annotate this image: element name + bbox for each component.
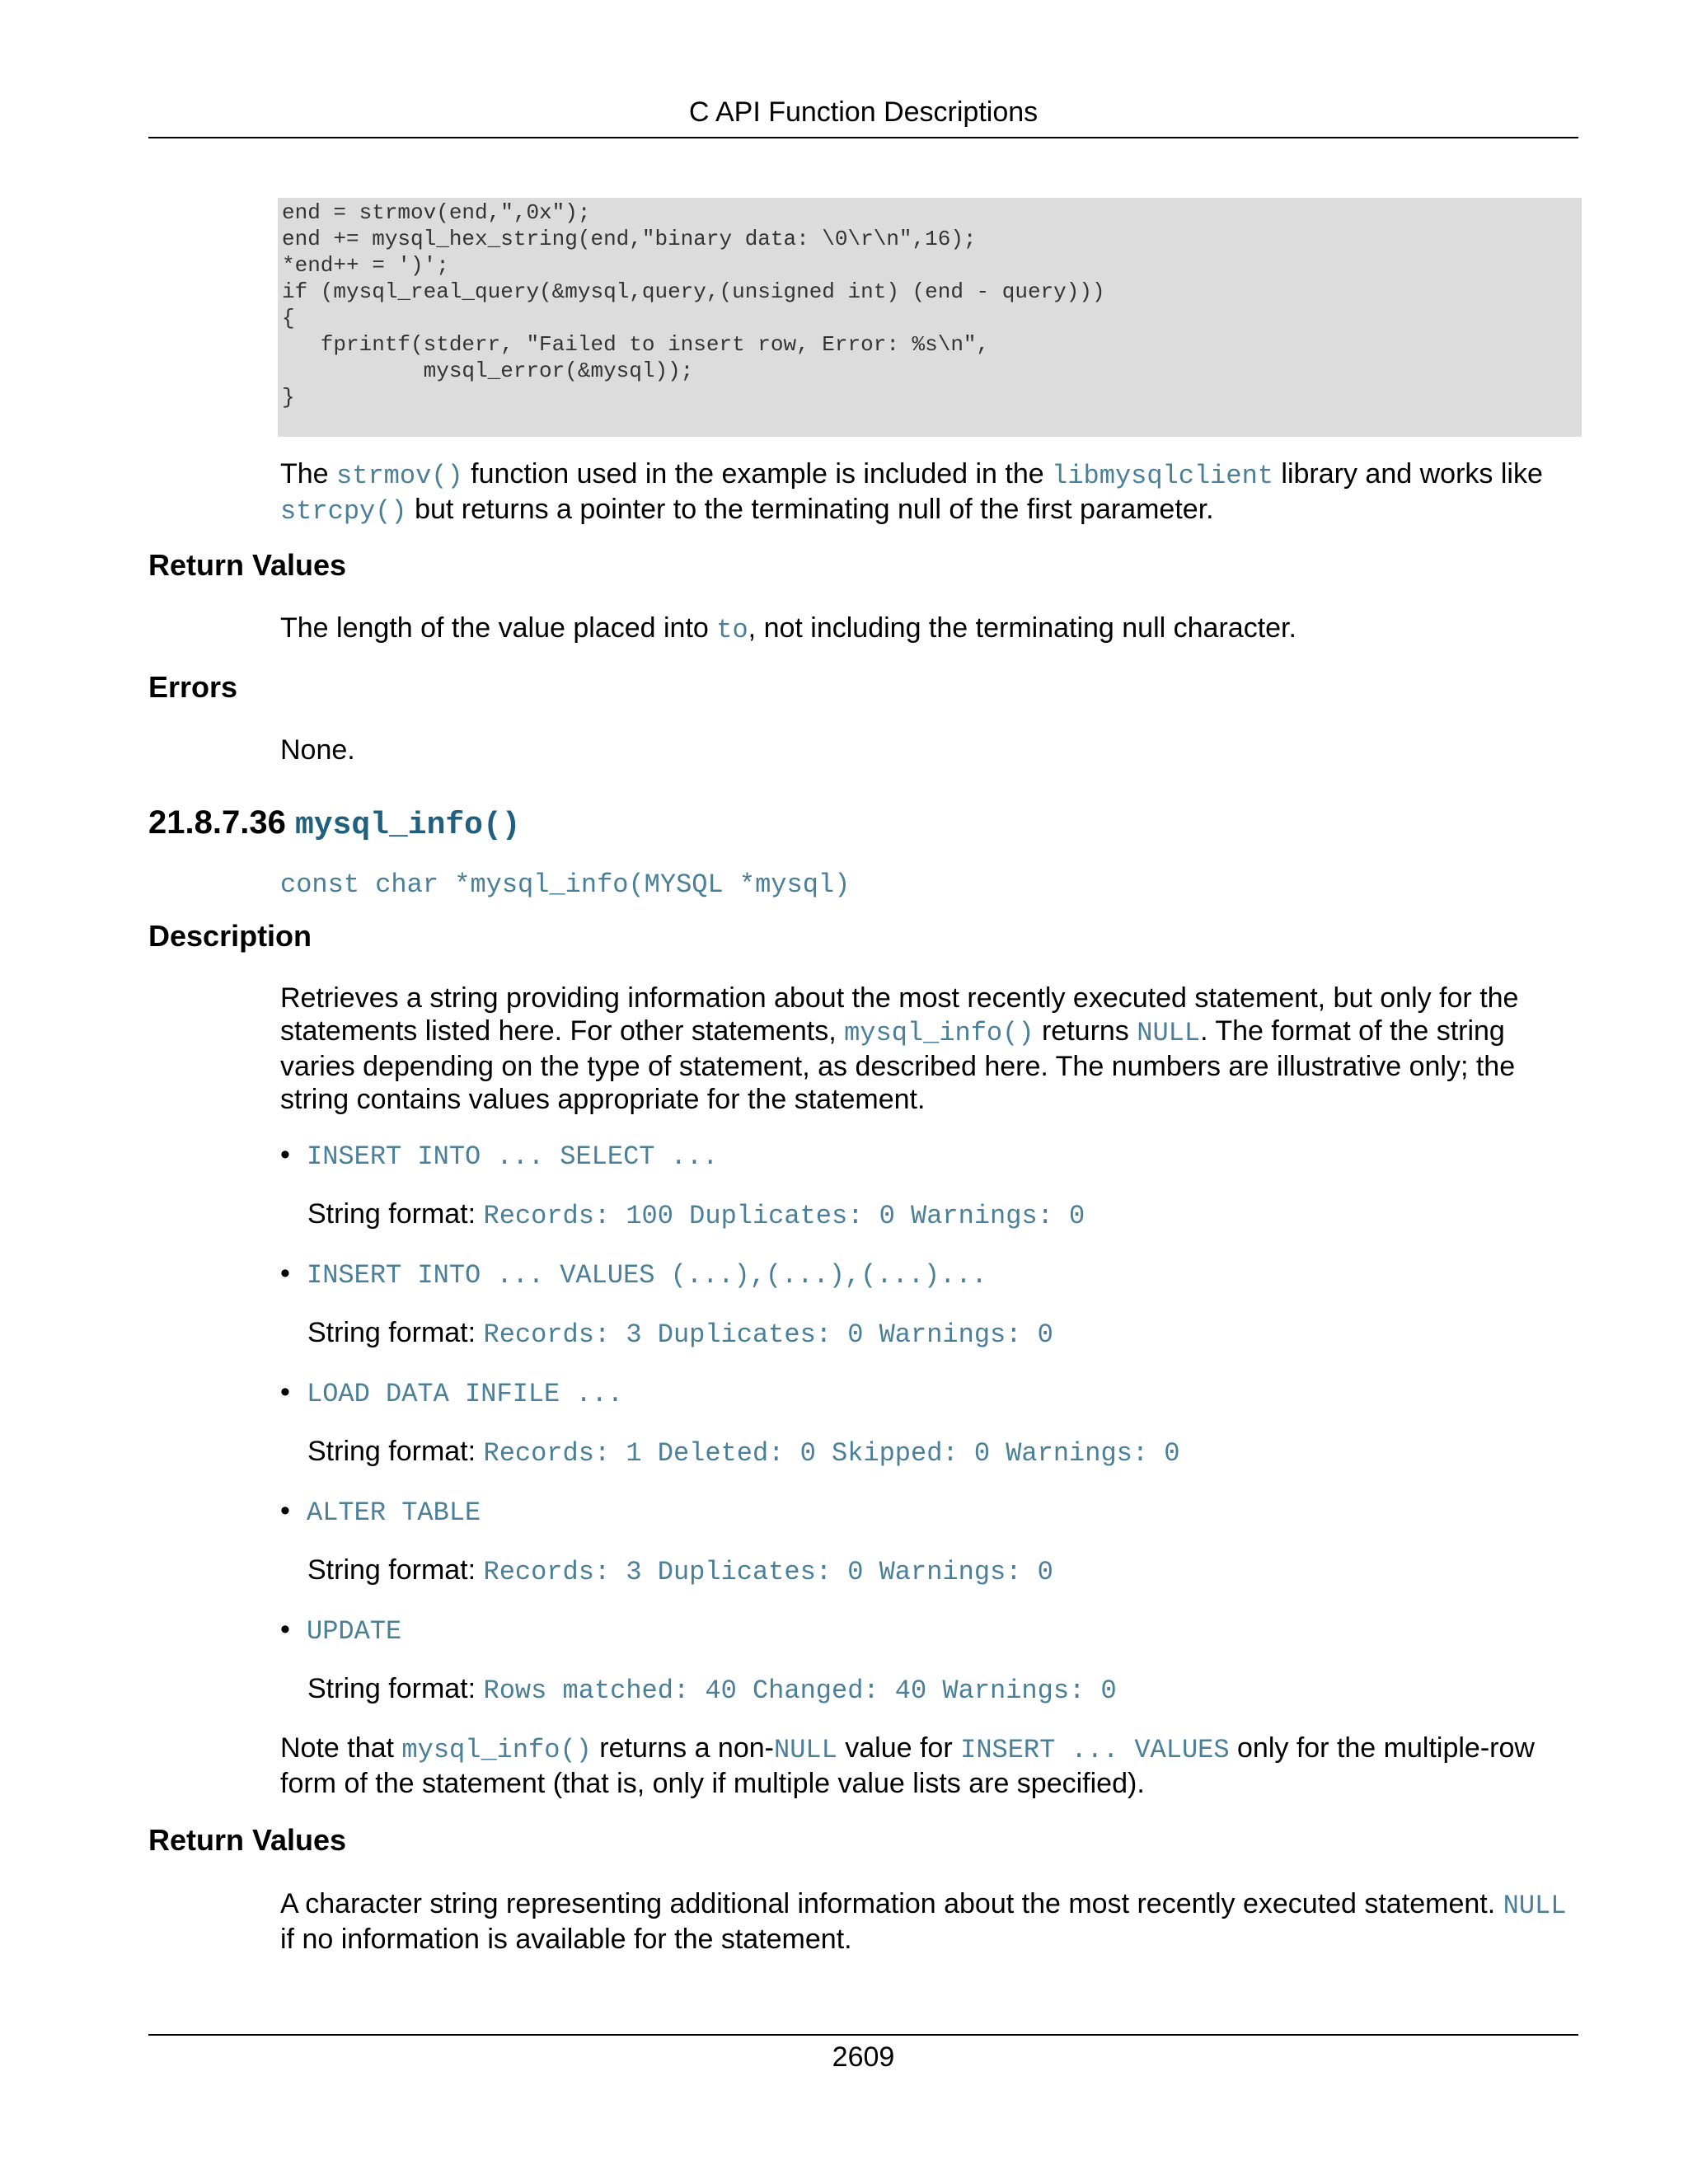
section-title xyxy=(148,801,521,847)
function-synopsis: const char *mysql_info(MYSQL *mysql) xyxy=(280,869,851,900)
running-header: C API Function Descriptions xyxy=(688,96,1039,128)
header-rule xyxy=(148,137,1578,138)
statement-link[interactable]: UPDATE xyxy=(307,1616,402,1647)
bullet-icon: • xyxy=(280,1376,290,1408)
mysql-info-link[interactable]: mysql_info() xyxy=(294,808,521,843)
to-param: to xyxy=(716,615,748,645)
statement-link[interactable]: INSERT INTO ... SELECT ... xyxy=(307,1141,719,1172)
string-format: String format: Records: 100 Duplicates: 0 Warnings: 0 xyxy=(307,1198,1085,1231)
string-format: String format: Rows matched: 40 Changed: 40 Warnings: 0 xyxy=(307,1673,1117,1706)
return-values-heading: Return Values xyxy=(148,548,347,582)
insert-values-link[interactable]: INSERT ... VALUES xyxy=(960,1735,1230,1765)
errors-text: None. xyxy=(280,734,355,766)
statement-link[interactable]: LOAD DATA INFILE ... xyxy=(307,1379,624,1409)
bullet-icon: • xyxy=(280,1495,290,1526)
null-literal: NULL xyxy=(773,1735,837,1765)
page-number: 2609 xyxy=(832,2041,895,2073)
list-item xyxy=(280,1376,1582,1411)
code-block xyxy=(278,198,1582,437)
strmov-link[interactable]: strmov() xyxy=(336,461,463,491)
statement-link[interactable]: ALTER TABLE xyxy=(307,1497,481,1528)
strmov-note: The strmov() function used in the example is included in the libmysqlclient library and works like strcpy() but returns a pointer to the terminating null of the first parameter. xyxy=(280,458,1543,527)
note-text: Note that mysql_info() returns a non-NULL value for INSERT ... VALUES only for the multiple-row form of the statement (that is, only if multiple value lists are specified). xyxy=(280,1732,1535,1799)
string-format: String format: Records: 3 Duplicates: 0 Warnings: 0 xyxy=(307,1554,1053,1587)
code-line: if (mysql_real_query(&mysql,query,(unsigned int) (end - query))) xyxy=(282,279,1105,304)
bullet-icon: • xyxy=(280,1139,290,1170)
libmysqlclient-link[interactable]: libmysqlclient xyxy=(1052,461,1273,491)
string-format: String format: Records: 3 Duplicates: 0 Warnings: 0 xyxy=(307,1317,1053,1350)
errors-heading: Errors xyxy=(148,670,238,704)
bullet-icon: • xyxy=(280,1258,290,1289)
code-line: end = strmov(end,",0x"); xyxy=(282,200,591,225)
code-line: { xyxy=(282,306,295,330)
return-values-heading: Return Values xyxy=(148,1823,347,1857)
footer-rule xyxy=(148,2034,1578,2036)
string-format: String format: Records: 1 Deleted: 0 Skipped: 0 Warnings: 0 xyxy=(307,1436,1180,1469)
list-item xyxy=(280,1138,1582,1174)
code-line: *end++ = ')'; xyxy=(282,253,449,278)
code-line: end += mysql_hex_string(end,"binary data: \0\r\n",16); xyxy=(282,227,977,251)
section-number: 21.8.7.36 xyxy=(148,804,286,841)
list-item xyxy=(280,1494,1582,1530)
return-values-text: A character string representing additional information about the most recently executed statement. NULL if no information is available for the statement. xyxy=(280,1888,1567,1955)
description-text: Retrieves a string providing information about the most recently executed statement, but only for the statements listed here. For other statements, mysql_info() returns NULL. The format of the string varies depending on the type of statement, as described here. The numbers are illustrative only; the string contains values appropriate for the statement. xyxy=(280,982,1519,1115)
statement-link[interactable]: INSERT INTO ... VALUES (...),(...),(...)... xyxy=(307,1260,987,1291)
description-heading: Description xyxy=(148,919,312,953)
strcpy-link[interactable]: strcpy() xyxy=(280,496,407,527)
return-values-text: The length of the value placed into to, not including the terminating null character. xyxy=(280,612,1296,645)
null-literal: NULL xyxy=(1137,1018,1201,1048)
code-line: fprintf(stderr, "Failed to insert row, Error: %s\n", xyxy=(282,332,990,357)
list-item xyxy=(280,1257,1582,1292)
bullet-icon: • xyxy=(280,1614,290,1645)
null-literal: NULL xyxy=(1503,1891,1567,1921)
mysql-info-ref[interactable]: mysql_info() xyxy=(401,1735,592,1765)
list-item xyxy=(280,1613,1582,1648)
code-line: } xyxy=(282,385,295,410)
code-line: mysql_error(&mysql)); xyxy=(282,359,694,383)
mysql-info-ref[interactable]: mysql_info() xyxy=(844,1018,1034,1048)
